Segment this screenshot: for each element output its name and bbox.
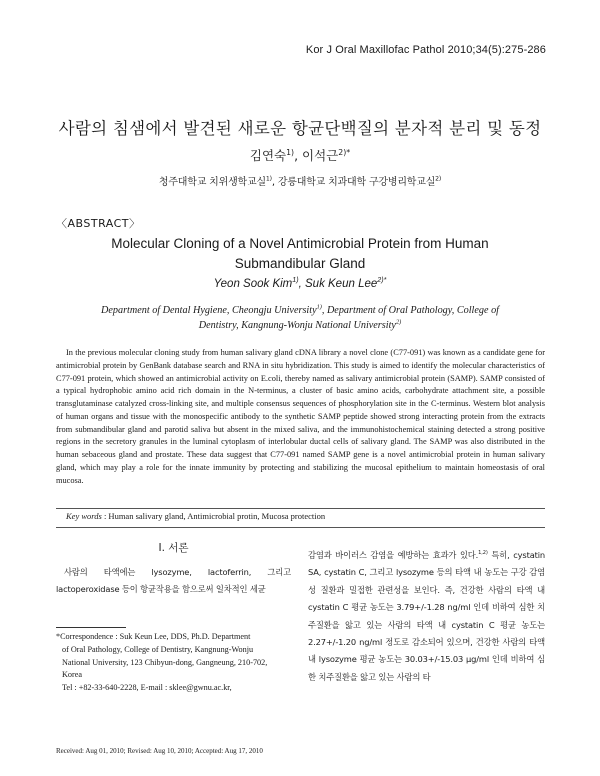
right-column-text — [308, 547, 545, 686]
korean-authors — [0, 146, 600, 164]
english-title — [0, 234, 600, 274]
korean-title: 사람의 침샘에서 발견된 새로운 항균단백질의 분자적 분리 및 동정 — [58, 119, 542, 138]
correspondence-line-1: *Correspondence : Suk Keun Lee, DDS, Ph.D. Department — [56, 632, 251, 641]
introduction-heading: I. 서론 — [158, 542, 189, 554]
korean-affiliation-2: 강릉대학교 치과대학 구강병리학교실 — [277, 177, 436, 188]
keywords-text: : Human salivary gland, Antimicrobial protin, Mucosa protection — [101, 511, 326, 521]
correspondence-footnote — [56, 631, 291, 695]
correspondence-line-4: Korea — [62, 670, 83, 680]
english-affiliation-1: Department of Dental Hygiene, Cheongju University — [101, 305, 317, 316]
footnote-rule — [56, 627, 126, 628]
correspondence-contact: Tel : +82-33-640-2228, E-mail : sklee@gwnu.ac.kr, — [62, 683, 232, 693]
english-title-line-1: Molecular Cloning of a Novel Antimicrobial Protein from Human — [111, 236, 489, 251]
english-affiliation-2-start: , Department of Oral Pathology, College of — [321, 305, 499, 316]
english-author-1: Yeon Sook Kim — [213, 278, 293, 290]
korean-author-2: 이석근 — [302, 148, 339, 163]
keywords-top-rule — [56, 508, 545, 509]
author-separator: , — [294, 148, 303, 163]
english-affiliations — [56, 303, 544, 333]
korean-author-1-sup: 1) — [286, 147, 295, 157]
keywords — [66, 511, 325, 521]
affiliation-separator: , — [271, 177, 278, 188]
abstract-body: In the previous molecular cloning study from human salivary gland cDNA library a novel clone (C77-091) was known as a candidate gene for antimicrobial protein by GenBank database search and RNA in situ hybridization. This study is aimed to identify the molecular characteristics of C77-091 protein, which showed an antimicrobial activity on E.coli, thereby named as salivary antimicrobial protein (SAMP). SAMP consisted of a typical hydrophobic amino acid rich domain in the N-terminus, a cluster of basic amino acids, carbohydrate attachment site, a possible transglutaminase catalyzed cross-linking site, and multiple consensus sequences of phosphorylation site in the C-terminus. Western blot analysis of human organs and tissue with the monospecific antibody to the synthetic SAMP peptide showed strong interacting protein from the extracts from submandibular gland and parotid saliva but absent in the mixed saliva, and the immunohistochemical staining detected a strong positive regions in the secretory granules in the luminal cytoplasm of interlobular ductal cells of salivary gland. The SAMP was also distributed in the human sebaceous gland and prostate. These data suggest that C77-091 named SAMP gene is a novel antimicrobial protein in human salivary gland, which may play a role for the innate immunity by protecting and stabilizing the mucosal epithelium to maintain homeostasis of oral mucosa. — [56, 348, 545, 485]
correspondence-line-2: of Oral Pathology, College of Dentistry, Kangnung-Wonju — [62, 644, 254, 654]
correspondence-line-3: National University, 123 Chibyun-dong, Gangneung, 210-702, — [62, 657, 268, 667]
english-affiliation-2-sup: 2) — [395, 318, 402, 326]
english-author-2-sup: 2)* — [377, 276, 387, 285]
korean-affiliation-1-sup: 1) — [265, 175, 272, 183]
english-author-1-sup: 1) — [292, 276, 299, 285]
citation-ref: 1,2) — [478, 550, 488, 557]
korean-affiliations — [0, 173, 600, 188]
english-affiliation-line-1 — [56, 303, 544, 318]
right-column-text-continued: 특히, cystatin SA, cystatin C, 그리고 lysozyme 등의 타액 내 농도는 구강 감염성 질환과 밀접한 관련성을 보인다. 즉, 건강한 사람의 타액 내 cystatin C 평균 농도는 3.79+/-1.28 ng/ml 인데 비하여 심한 치주질환을 앓고 있는 사람의 타액 내 cystatin C 평균 농도는 2.27+/-1.20 ng/ml 정도로 감소되어 있으며, 건강한 사람의 타액 내 lysozyme 평균 농도는 30.03+/-15.03 μg/ml 인데 비하여 심한 치주질환을 앓고 있는 사람의 타 — [308, 550, 545, 682]
left-column — [56, 540, 291, 598]
right-column-text-start: 감염과 바이러스 감염을 예방하는 효과가 있다. — [308, 550, 479, 560]
keywords-bottom-rule — [56, 527, 545, 528]
korean-affiliation-1: 청주대학교 치위생학교실 — [158, 177, 266, 188]
journal-reference: Kor J Oral Maxillofac Pathol 2010;34(5):275-286 — [305, 44, 546, 56]
abstract-label: 〈ABSTRACT〉 — [56, 217, 141, 230]
english-author-separator: , — [298, 278, 305, 290]
korean-affiliation-2-sup: 2) — [435, 175, 442, 183]
english-author-2: Suk Keun Lee — [305, 278, 378, 290]
english-affiliation-1-sup: 1) — [316, 303, 322, 311]
keywords-label: Key words — [66, 511, 102, 521]
english-authors — [0, 278, 600, 290]
english-affiliation-2-end: Dentistry, Kangnung-Wonju National University — [198, 320, 396, 331]
introduction-paragraph: 사람의 타액에는 lysozyme, lactoferrin, 그리고 lactoperoxidase 등이 항균작용을 함으로써 일차적인 세균 — [56, 567, 291, 594]
korean-author-1: 김연숙 — [249, 148, 287, 163]
korean-author-2-sup: 2)* — [338, 147, 351, 157]
english-affiliation-line-2 — [56, 318, 544, 333]
english-title-line-2: Submandibular Gland — [234, 256, 366, 271]
received-dates: Received: Aug 01, 2010; Revised: Aug 10, 2010; Accepted: Aug 17, 2010 — [56, 747, 263, 755]
